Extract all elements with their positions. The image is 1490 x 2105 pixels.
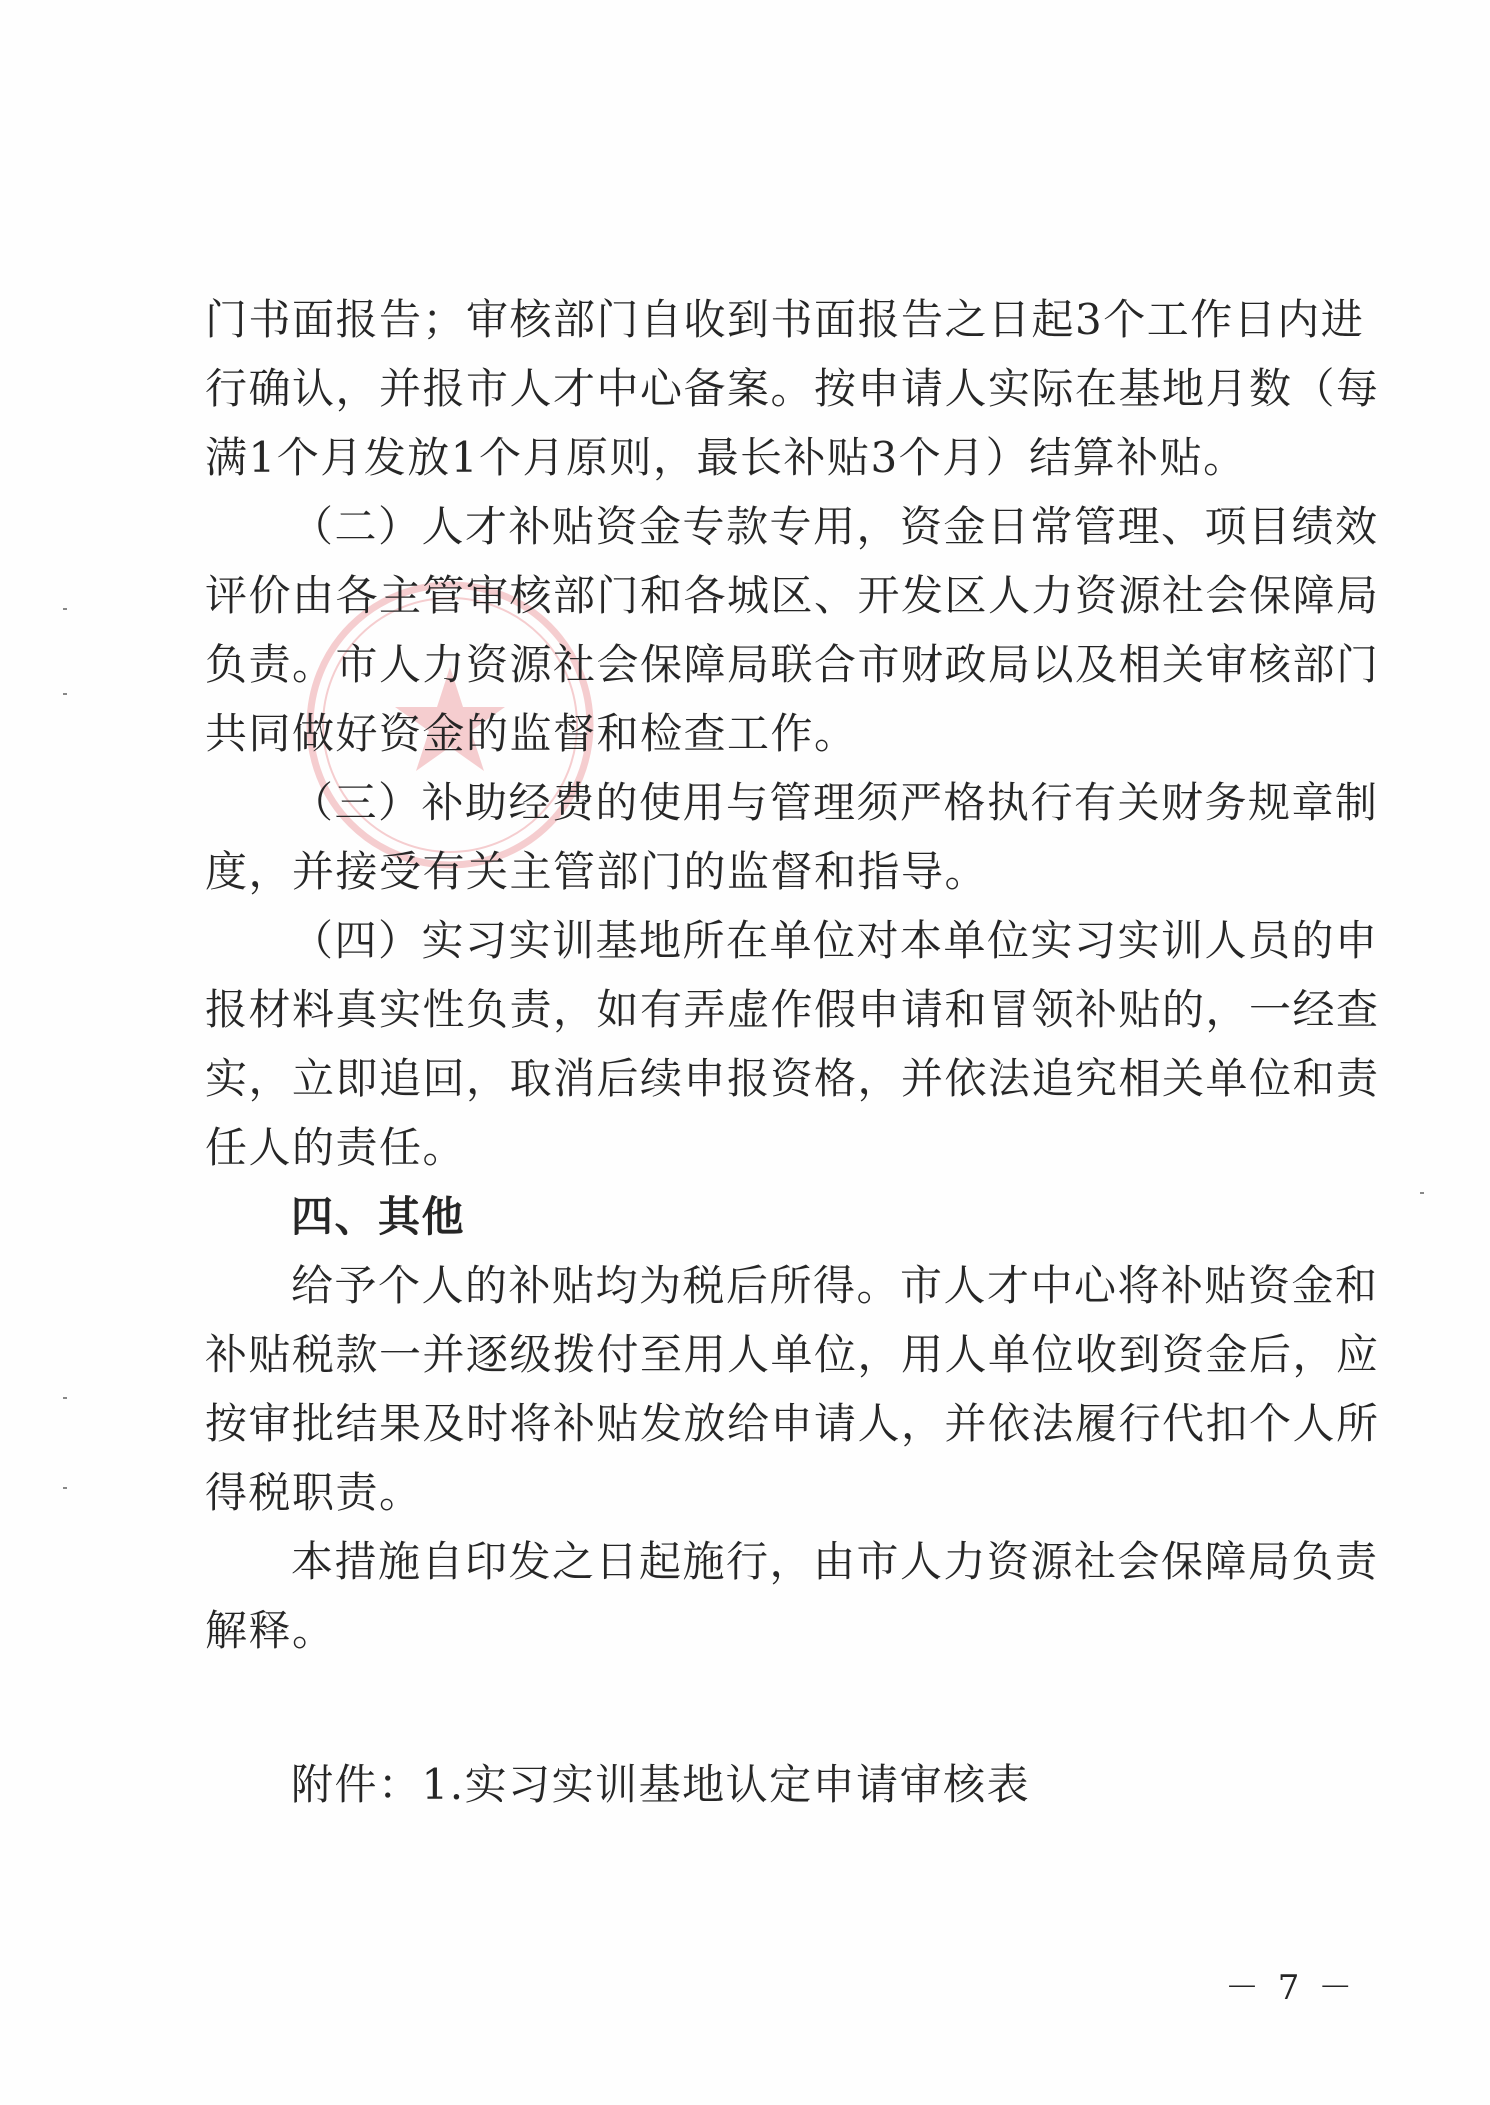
paragraph-line: 共同做好资金的监督和检查工作。 xyxy=(205,709,858,758)
paragraph-line: 评价由各主管审核部门和各城区、开发区人力资源社会保障局 xyxy=(205,571,1380,620)
paragraph-line: （二）人才补贴资金专款专用，资金日常管理、项目绩效 xyxy=(291,502,1379,551)
paragraph-submission xyxy=(205,285,1380,492)
scan-speck xyxy=(63,1397,67,1399)
scan-speck xyxy=(63,608,67,610)
paragraph-line: 实，立即追回，取消后续申报资格，并依法追究相关单位和责 xyxy=(205,1054,1380,1103)
paragraph-item-4 xyxy=(205,906,1380,1182)
paragraph-line: （四）实习实训基地所在单位对本单位实习实训人员的申 xyxy=(291,916,1379,965)
paragraph-line: 门书面报告；审核部门自收到书面报告之日起3个工作日内进 xyxy=(205,295,1365,344)
paragraph-line: （三）补助经费的使用与管理须严格执行有关财务规章制 xyxy=(291,778,1379,827)
paragraph-line: 补贴税款一并逐级拨付至用人单位，用人单位收到资金后，应 xyxy=(205,1330,1380,1379)
page-number: － 7 － xyxy=(1225,1968,1357,2008)
scan-speck xyxy=(63,1487,67,1489)
paragraph-line: 负责。市人力资源社会保障局联合市财政局以及相关审核部门 xyxy=(205,640,1380,689)
scan-speck xyxy=(63,693,67,695)
paragraph-line: 任人的责任。 xyxy=(205,1123,467,1172)
paragraph-line: 本措施自印发之日起施行，由市人力资源社会保障局负责 xyxy=(291,1537,1379,1586)
paragraph-line: 得税职责。 xyxy=(205,1468,423,1517)
paragraph-line: 度，并接受有关主管部门的监督和指导。 xyxy=(205,847,989,896)
paragraph-line: 行确认，并报市人才中心备案。按申请人实际在基地月数（每 xyxy=(205,364,1380,413)
body-text xyxy=(205,285,1380,1665)
paragraph-line: 报材料真实性负责，如有弄虚作假申请和冒领补贴的，一经查 xyxy=(205,985,1380,1034)
paragraph-effective xyxy=(205,1527,1379,1665)
paragraph-line: 解释。 xyxy=(205,1606,336,1655)
section-heading: 四、其他 xyxy=(291,1192,466,1241)
attachment-line: 附件：1.实习实训基地认定申请审核表 xyxy=(291,1760,1031,1809)
scan-speck xyxy=(1420,1192,1424,1194)
paragraph-line: 按审批结果及时将补贴发放给申请人，并依法履行代扣个人所 xyxy=(205,1399,1380,1448)
paragraph-line: 满1个月发放1个月原则，最长补贴3个月）结算补贴。 xyxy=(205,433,1247,482)
paragraph-tax xyxy=(205,1251,1380,1527)
paragraph-item-3 xyxy=(205,768,1379,906)
paragraph-line: 给予个人的补贴均为税后所得。市人才中心将补贴资金和 xyxy=(291,1261,1379,1310)
paragraph-item-2 xyxy=(205,492,1380,768)
